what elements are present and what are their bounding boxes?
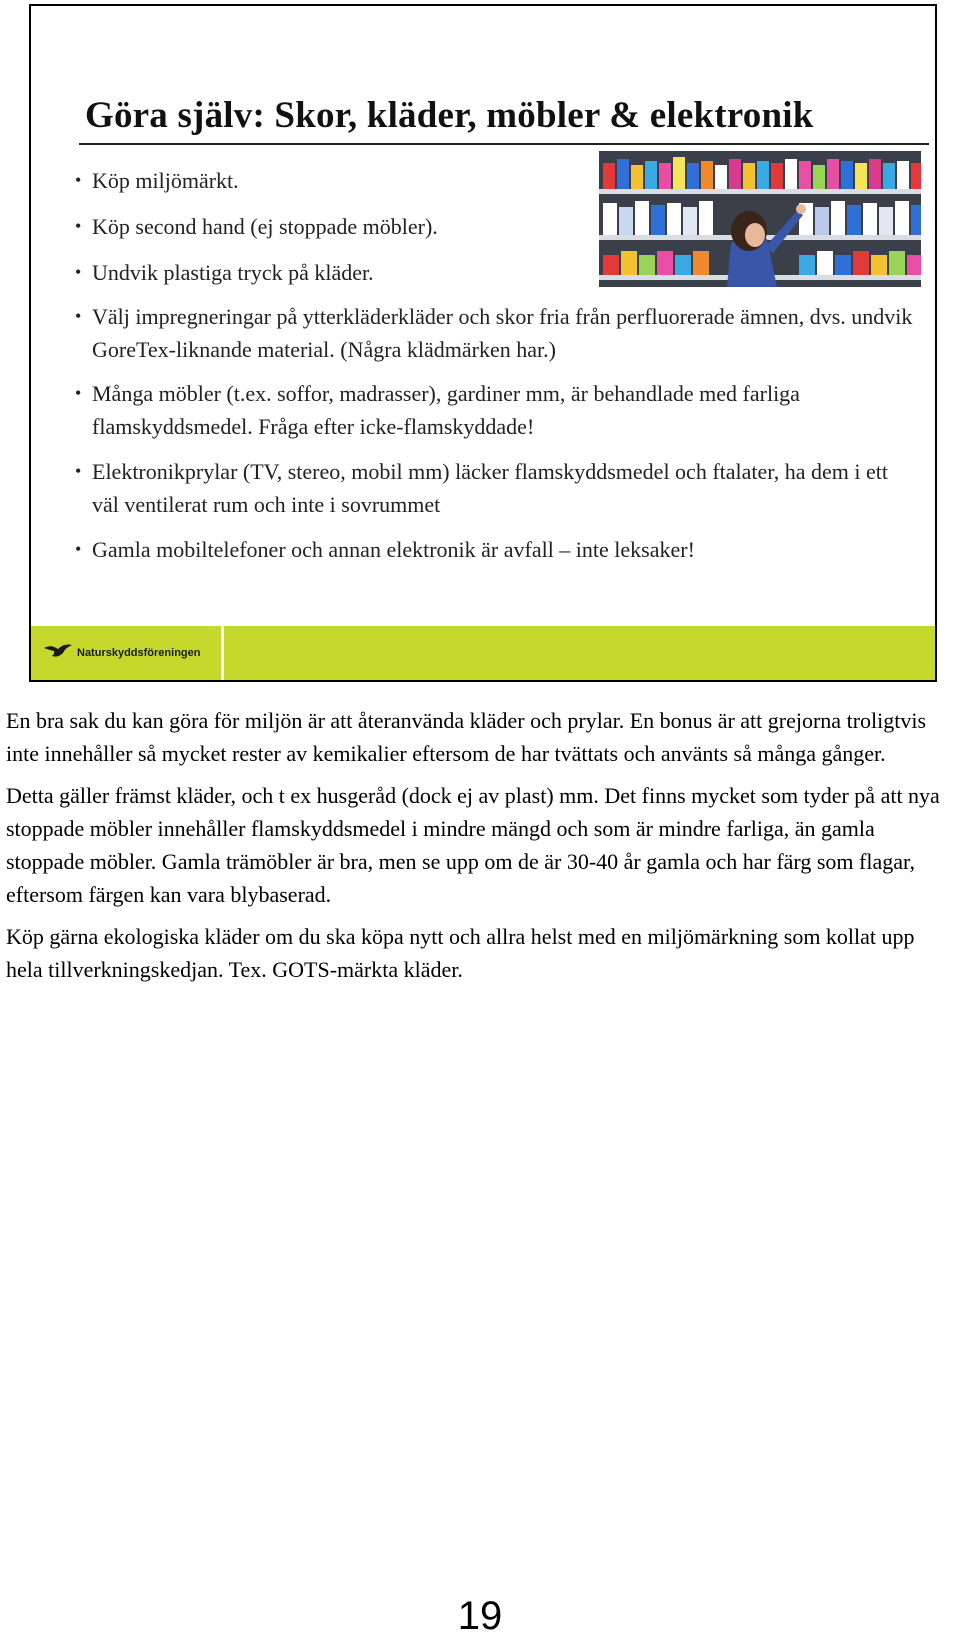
- bullet-list: [73, 164, 913, 566]
- bullet-dot: •: [75, 170, 82, 190]
- bullet-dot: •: [75, 461, 82, 481]
- notes-paragraph: Detta gäller främst kläder, och t ex husgeråd (dock ej av plast) mm. Det finns mycket som tyder på att nya stoppade möbler innehåller flamskyddsmedel i mindre mängd och som är mindre farliga, än gamla stoppade möbler. Gamla trämöbler är bra, men se upp om de är 30-40 år gamla och har färg som flagar, eftersom färgen kan vara blybaserad.: [6, 783, 940, 907]
- organization-logo: [43, 642, 200, 664]
- page-number: 19: [457, 1594, 503, 1638]
- bullet-dot: •: [75, 539, 82, 559]
- bullet-dot: •: [75, 262, 82, 282]
- bullet-text: Elektronikprylar (TV, stereo, mobil mm) läcker flamskyddsmedel och ftalater, ha dem i ett väl ventilerat rum och inte i sovrummet: [92, 459, 888, 517]
- bullet-text: Gamla mobiltelefoner och annan elektronik är avfall – inte leksaker!: [92, 537, 695, 562]
- presentation-slide: [29, 4, 937, 682]
- bullet-text: Köp second hand (ej stoppade möbler).: [92, 214, 438, 239]
- bullet-item: [73, 300, 913, 366]
- bullet-item: [73, 455, 913, 521]
- notes-paragraph: Köp gärna ekologiska kläder om du ska köpa nytt och allra helst med en miljömärkning som kollat upp hela tillverkningskedjan. Tex. GOTS-märkta kläder.: [6, 924, 915, 982]
- bullet-text: Undvik plastiga tryck på kläder.: [92, 260, 374, 285]
- bullet-text: Många möbler (t.ex. soffor, madrasser), gardiner mm, är behandlade med farliga flamskyddsmedel. Fråga efter icke-flamskyddade!: [92, 381, 800, 439]
- notes-paragraph: En bra sak du kan göra för miljön är att återanvända kläder och prylar. En bonus är att grejorna troligtvis inte innehåller så mycket rester av kemikalier eftersom de har tvättats och använts så många gånger.: [6, 708, 927, 766]
- slide-title: Göra själv: Skor, kläder, möbler & elektronik: [85, 95, 814, 136]
- bullet-item: [73, 256, 913, 289]
- logo-text: Naturskyddsföreningen: [77, 647, 201, 659]
- title-underline: [79, 143, 929, 145]
- bullet-item: [73, 533, 913, 566]
- bullet-item: [73, 164, 913, 197]
- bullet-dot: •: [75, 383, 82, 403]
- bullet-item: [73, 210, 913, 243]
- bullet-dot: •: [75, 306, 82, 326]
- slide-footer-band: [31, 626, 935, 680]
- bullet-text: Välj impregneringar på ytterkläderkläder och skor fria från perfluorerade ämnen, dvs. undvik GoreTex-liknande material. (Några klädmärken har.): [92, 304, 913, 362]
- bullet-item: [73, 377, 913, 443]
- footer-divider: [221, 626, 224, 680]
- bird-icon: [43, 641, 73, 666]
- bullet-text: Köp miljömärkt.: [92, 168, 239, 193]
- bullet-dot: •: [75, 216, 82, 236]
- speaker-notes: [6, 704, 951, 995]
